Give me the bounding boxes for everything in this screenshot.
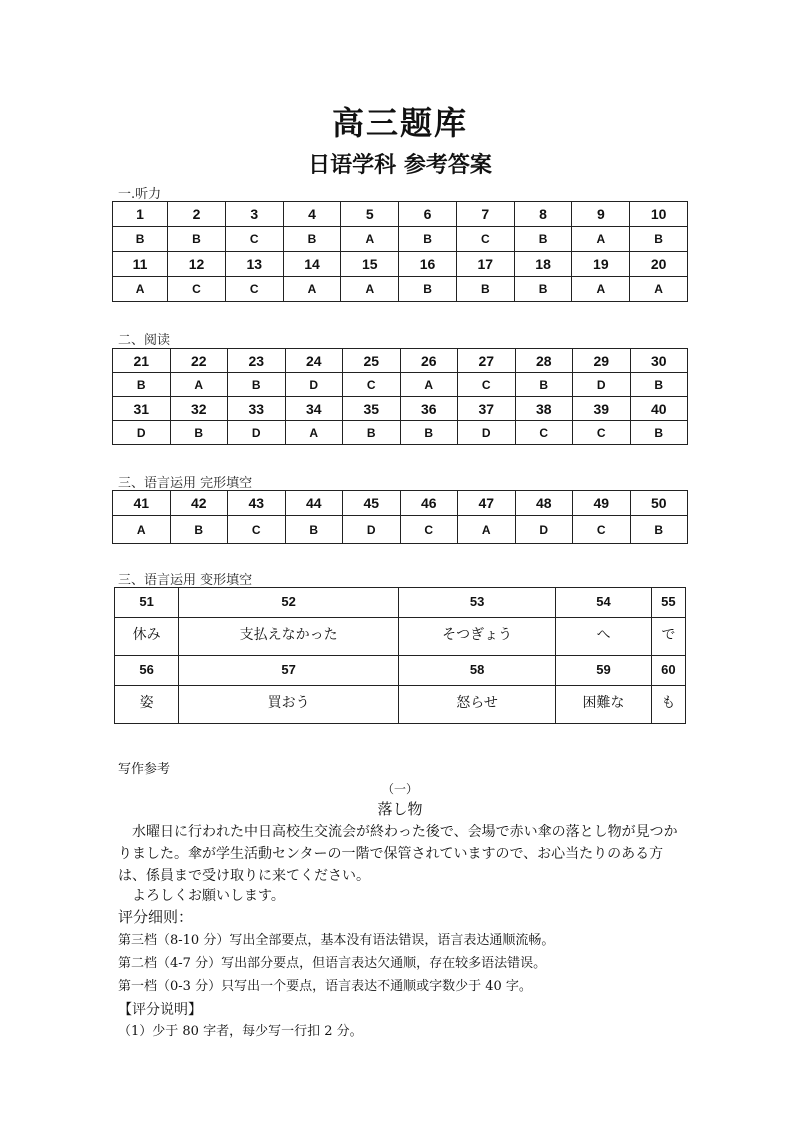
- question-number-cell: 51: [115, 588, 179, 618]
- transform-answer-table: [114, 587, 686, 724]
- page-subtitle: 日语学科 参考答案: [308, 153, 492, 178]
- question-number-cell: 27: [458, 349, 516, 373]
- question-number-cell: 59: [556, 656, 651, 686]
- answer-cell: B: [514, 227, 572, 252]
- scoring-title: 评分细则：: [118, 908, 194, 926]
- writing-paragraph: 水曜日に行われた中日高校生交流会が終わった後で、会場で赤い傘の落とし物が見つかりました。傘が学生活動センターの一階で保管されていますので、お心当たりのある方は、係員まで受け取りに来てください。: [118, 824, 678, 884]
- question-number-cell: 52: [179, 588, 399, 618]
- answer-cell: 支払えなかった: [179, 618, 399, 656]
- answer-cell: B: [399, 227, 457, 252]
- answer-cell: B: [630, 227, 688, 252]
- question-number-cell: 20: [630, 252, 688, 277]
- question-number-cell: 8: [514, 202, 572, 227]
- answer-cell: D: [343, 516, 401, 544]
- answer-cell: C: [573, 516, 631, 544]
- question-number-cell: 55: [651, 588, 685, 618]
- answer-cell: A: [400, 373, 458, 397]
- question-number-cell: 18: [514, 252, 572, 277]
- question-number-cell: 57: [179, 656, 399, 686]
- question-number-cell: 45: [343, 491, 401, 516]
- question-number-cell: 50: [630, 491, 688, 516]
- answer-cell: B: [113, 227, 168, 252]
- question-number-cell: 15: [341, 252, 399, 277]
- question-number-cell: 21: [113, 349, 171, 373]
- answer-cell: B: [515, 373, 573, 397]
- scoring-note: （1）少于 80 字者，每少写一行扣 2 分。: [118, 1024, 363, 1039]
- question-number-cell: 26: [400, 349, 458, 373]
- question-number-cell: 49: [573, 491, 631, 516]
- section-label-reading: 二、阅读: [118, 333, 171, 348]
- answer-cell: も: [651, 686, 685, 724]
- question-number-row: [113, 491, 688, 516]
- answer-cell: D: [285, 373, 343, 397]
- question-number-cell: 19: [572, 252, 630, 277]
- answer-cell: B: [630, 421, 688, 445]
- answer-cell: A: [113, 516, 171, 544]
- question-number-cell: 37: [458, 397, 516, 421]
- answer-row: [113, 421, 688, 445]
- question-number-cell: 3: [225, 202, 283, 227]
- question-number-cell: 12: [168, 252, 226, 277]
- answer-cell: A: [572, 227, 630, 252]
- answer-cell: A: [341, 277, 399, 302]
- answer-cell: C: [458, 373, 516, 397]
- answer-cell: C: [228, 516, 286, 544]
- answer-cell: 姿: [115, 686, 179, 724]
- answer-cell: B: [630, 516, 688, 544]
- answer-cell: B: [168, 227, 226, 252]
- scoring-notes-title: 【评分说明】: [118, 1002, 202, 1018]
- answer-cell: D: [228, 421, 286, 445]
- question-number-cell: 10: [630, 202, 688, 227]
- question-number-cell: 58: [398, 656, 555, 686]
- question-number-row: [113, 349, 688, 373]
- answer-cell: B: [113, 373, 171, 397]
- cloze-answer-table: [112, 490, 688, 544]
- answer-cell: A: [458, 516, 516, 544]
- writing-label: 写作参考: [118, 762, 171, 777]
- question-number-cell: 46: [400, 491, 458, 516]
- question-number-cell: 16: [399, 252, 457, 277]
- answer-cell: B: [400, 421, 458, 445]
- answer-cell: へ: [556, 618, 651, 656]
- question-number-cell: 2: [168, 202, 226, 227]
- question-number-cell: 40: [630, 397, 688, 421]
- scoring-tier: 第三档（8-10 分）写出全部要点，基本没有语法错误，语言表达通顺流畅。: [118, 933, 555, 948]
- answer-cell: B: [283, 227, 341, 252]
- question-number-cell: 13: [225, 252, 283, 277]
- answer-cell: D: [458, 421, 516, 445]
- answer-cell: B: [456, 277, 514, 302]
- question-number-cell: 33: [228, 397, 286, 421]
- answer-cell: C: [225, 227, 283, 252]
- answer-cell: C: [225, 277, 283, 302]
- answer-cell: B: [343, 421, 401, 445]
- answer-cell: A: [283, 277, 341, 302]
- answer-cell: B: [285, 516, 343, 544]
- question-number-cell: 60: [651, 656, 685, 686]
- question-number-cell: 5: [341, 202, 399, 227]
- answer-cell: B: [630, 373, 688, 397]
- section-label-listening: 一.听力: [118, 187, 162, 202]
- answer-cell: そつぎょう: [398, 618, 555, 656]
- answer-cell: C: [456, 227, 514, 252]
- answer-row: [115, 686, 686, 724]
- answer-row: [113, 373, 688, 397]
- question-number-cell: 42: [170, 491, 228, 516]
- question-number-cell: 34: [285, 397, 343, 421]
- answer-cell: B: [170, 421, 228, 445]
- question-number-cell: 22: [170, 349, 228, 373]
- answer-cell: A: [170, 373, 228, 397]
- question-number-row: [113, 202, 688, 227]
- answer-cell: 怒らせ: [398, 686, 555, 724]
- answer-cell: C: [168, 277, 226, 302]
- section-label-transform: 三、语言运用 变形填空: [118, 573, 253, 588]
- question-number-cell: 38: [515, 397, 573, 421]
- question-number-cell: 35: [343, 397, 401, 421]
- question-number-cell: 11: [113, 252, 168, 277]
- answer-row: [113, 227, 688, 252]
- section-label-cloze: 三、语言运用 完形填空: [118, 476, 253, 491]
- question-number-cell: 23: [228, 349, 286, 373]
- question-number-cell: 25: [343, 349, 401, 373]
- question-number-cell: 17: [456, 252, 514, 277]
- answer-cell: B: [170, 516, 228, 544]
- answer-cell: A: [630, 277, 688, 302]
- question-number-cell: 29: [573, 349, 631, 373]
- question-number-cell: 41: [113, 491, 171, 516]
- question-number-cell: 1: [113, 202, 168, 227]
- question-number-cell: 7: [456, 202, 514, 227]
- answer-cell: B: [514, 277, 572, 302]
- answer-row: [113, 516, 688, 544]
- answer-cell: C: [400, 516, 458, 544]
- answer-cell: D: [113, 421, 171, 445]
- question-number-cell: 30: [630, 349, 688, 373]
- answer-cell: B: [399, 277, 457, 302]
- question-number-cell: 4: [283, 202, 341, 227]
- question-number-cell: 32: [170, 397, 228, 421]
- question-number-row: [113, 252, 688, 277]
- question-number-row: [115, 656, 686, 686]
- answer-cell: D: [515, 516, 573, 544]
- question-number-cell: 39: [573, 397, 631, 421]
- scoring-tier: 第一档（0-3 分）只写出一个要点，语言表达不通顺或字数少于 40 字。: [118, 979, 532, 994]
- writing-number: （一）: [381, 782, 418, 796]
- answer-row: [113, 277, 688, 302]
- question-number-row: [115, 588, 686, 618]
- answer-cell: D: [573, 373, 631, 397]
- question-number-cell: 36: [400, 397, 458, 421]
- answer-cell: A: [285, 421, 343, 445]
- question-number-cell: 24: [285, 349, 343, 373]
- question-number-cell: 28: [515, 349, 573, 373]
- writing-closing: よろしくお願いします。: [132, 888, 285, 904]
- reading-answer-table: [112, 348, 688, 445]
- question-number-cell: 43: [228, 491, 286, 516]
- answer-cell: C: [573, 421, 631, 445]
- answer-cell: A: [113, 277, 168, 302]
- question-number-cell: 47: [458, 491, 516, 516]
- question-number-cell: 56: [115, 656, 179, 686]
- question-number-cell: 6: [399, 202, 457, 227]
- question-number-cell: 44: [285, 491, 343, 516]
- question-number-cell: 54: [556, 588, 651, 618]
- answer-cell: 困難な: [556, 686, 651, 724]
- answer-cell: C: [515, 421, 573, 445]
- writing-heading: 落し物: [377, 800, 423, 818]
- answer-cell: B: [228, 373, 286, 397]
- question-number-cell: 14: [283, 252, 341, 277]
- answer-cell: A: [572, 277, 630, 302]
- answer-cell: 休み: [115, 618, 179, 656]
- answer-cell: 買おう: [179, 686, 399, 724]
- answer-cell: で: [651, 618, 685, 656]
- listening-answer-table: [112, 201, 688, 302]
- answer-cell: C: [343, 373, 401, 397]
- page-title: 高三题库: [331, 104, 468, 142]
- answer-row: [115, 618, 686, 656]
- question-number-row: [113, 397, 688, 421]
- question-number-cell: 48: [515, 491, 573, 516]
- scoring-tier: 第二档（4-7 分）写出部分要点，但语言表达欠通顺，存在较多语法错误。: [118, 956, 547, 971]
- question-number-cell: 53: [398, 588, 555, 618]
- question-number-cell: 31: [113, 397, 171, 421]
- answer-cell: A: [341, 227, 399, 252]
- question-number-cell: 9: [572, 202, 630, 227]
